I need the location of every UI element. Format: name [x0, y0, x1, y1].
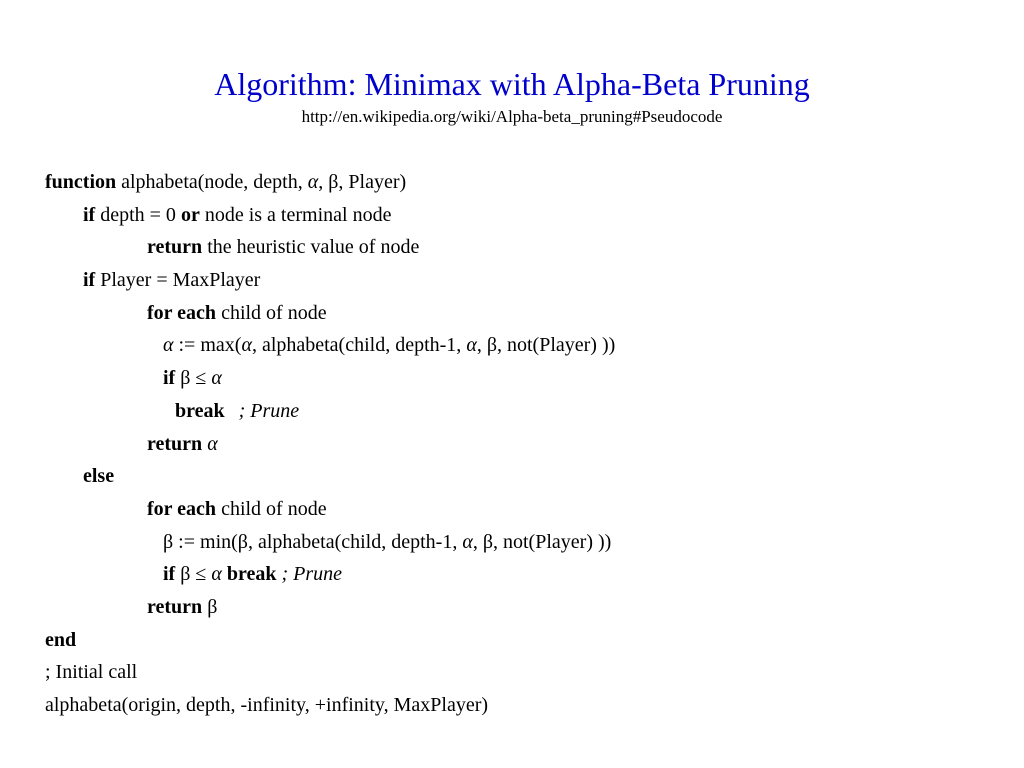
- code-line-beta-assign: [45, 526, 1005, 559]
- code-line-alpha-assign: [45, 329, 1005, 362]
- keyword-end: end: [45, 628, 77, 651]
- code-text: , β, not(Player) )): [472, 530, 612, 553]
- keyword-return: return: [147, 432, 203, 455]
- code-text: alphabeta(origin, depth, -infinity, +infinity, MaxPlayer): [45, 694, 489, 716]
- pseudocode-block: [45, 166, 1005, 722]
- code-line-if-terminal: [45, 199, 1005, 232]
- comment-prune: ; Prune: [276, 563, 343, 586]
- code-line-else: [45, 460, 1005, 493]
- code-text: , β, not(Player) )): [476, 334, 616, 357]
- alpha-symbol: α: [163, 334, 174, 357]
- code-text: β ≤: [175, 367, 212, 390]
- alpha-symbol: α: [211, 563, 222, 586]
- keyword-return: return: [147, 595, 203, 618]
- code-text: alphabeta(node, depth,: [116, 171, 308, 193]
- alpha-symbol: α: [241, 334, 252, 357]
- alpha-symbol: α: [207, 432, 218, 455]
- code-text: β := min(β, alphabeta(child, depth-1,: [163, 530, 463, 553]
- keyword-function: function: [45, 171, 117, 193]
- keyword-if: if: [83, 203, 96, 226]
- keyword-break: break: [175, 399, 225, 422]
- code-line-if-maxplayer: [45, 264, 1005, 297]
- code-text: , alphabeta(child, depth-1,: [251, 334, 467, 357]
- code-line-function: [45, 166, 1005, 199]
- comment-prune: ; Prune: [238, 399, 300, 422]
- code-text: child of node: [216, 497, 327, 520]
- code-text: the heuristic value of node: [202, 236, 420, 259]
- code-text: β: [202, 595, 218, 618]
- code-text: depth = 0: [95, 203, 181, 226]
- code-line-end: [45, 624, 1005, 657]
- alpha-symbol: α: [466, 334, 477, 357]
- code-line-return-beta: [45, 591, 1005, 624]
- alpha-symbol: α: [211, 367, 222, 390]
- keyword-for-each: for each: [147, 497, 217, 520]
- code-line-initial-call: [45, 689, 1005, 722]
- keyword-else: else: [83, 465, 115, 488]
- slide-title: Algorithm: Minimax with Alpha-Beta Pruning: [214, 66, 810, 102]
- code-text: ; Initial call: [45, 661, 138, 684]
- keyword-for-each: for each: [147, 301, 217, 324]
- keyword-or: or: [180, 203, 200, 226]
- code-text: := max(: [173, 334, 242, 357]
- code-text: Player = MaxPlayer: [95, 269, 261, 292]
- code-line-for-each-min: [45, 493, 1005, 526]
- code-text: , β, Player): [318, 171, 407, 193]
- keyword-if: if: [163, 367, 176, 390]
- code-line-for-each-max: [45, 297, 1005, 330]
- alpha-symbol: α: [462, 530, 473, 553]
- code-text: child of node: [216, 301, 327, 324]
- code-text: β ≤: [175, 563, 212, 586]
- code-line-if-beta-le-alpha-min: [45, 558, 1005, 591]
- code-line-return-alpha: [45, 428, 1005, 461]
- keyword-if: if: [163, 563, 176, 586]
- code-line-break-max: [45, 395, 1005, 428]
- slide-subtitle-url: http://en.wikipedia.org/wiki/Alpha-beta_pruning#Pseudocode: [301, 107, 723, 126]
- keyword-return: return: [147, 236, 203, 259]
- code-text: node is a terminal node: [199, 203, 392, 226]
- code-line-initial-call-comment: [45, 656, 1005, 689]
- code-line-if-beta-le-alpha-max: [45, 362, 1005, 395]
- code-line-return-heuristic: [45, 231, 1005, 264]
- keyword-if: if: [83, 269, 96, 292]
- keyword-break: break: [226, 563, 277, 586]
- alpha-symbol: α: [307, 171, 319, 193]
